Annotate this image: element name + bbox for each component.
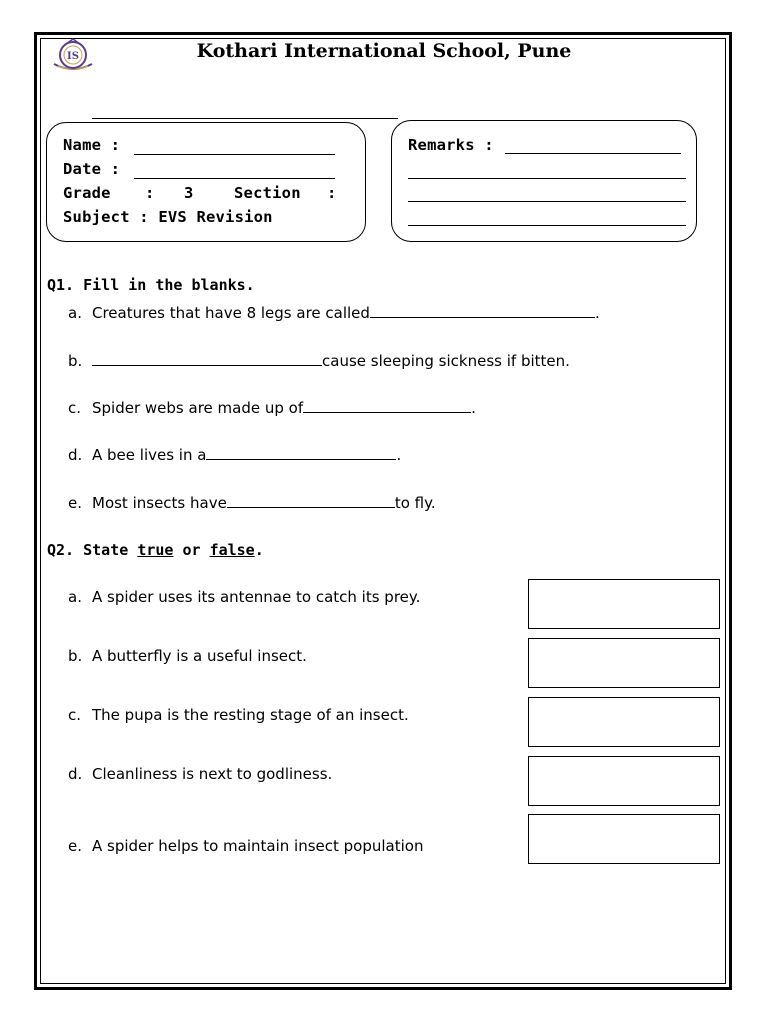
q1-item-text-before: Creatures that have 8 legs are called <box>92 304 370 322</box>
q1-item-label: a. <box>68 304 82 322</box>
q2-answer-box-d[interactable] <box>528 756 720 806</box>
q2-item-label: e. <box>68 837 82 855</box>
q2-item-label: c. <box>68 706 82 724</box>
name-label: Name : <box>63 136 121 154</box>
q1-blank-d[interactable] <box>206 445 396 460</box>
subject-label: Subject : EVS Revision <box>63 208 273 226</box>
q2-item-text: The pupa is the resting stage of an insect. <box>92 706 409 724</box>
grade-value: 3 <box>184 184 194 202</box>
q2-item-a <box>68 588 420 606</box>
q2-answer-box-e[interactable] <box>528 814 720 864</box>
q1-blank-b[interactable] <box>92 351 322 366</box>
date-label: Date : <box>63 160 121 178</box>
q1-item-b <box>68 351 570 370</box>
q1-blank-a[interactable] <box>370 303 595 318</box>
remarks-field-line-4[interactable] <box>408 225 686 226</box>
q1-item-a <box>68 303 600 322</box>
q1-item-label: c. <box>68 399 82 417</box>
q2-item-b <box>68 647 307 665</box>
q2-item-d <box>68 765 332 783</box>
q1-item-label: b. <box>68 352 83 370</box>
q2-heading-true: true <box>137 541 174 559</box>
logo-monogram: IS <box>67 51 79 62</box>
q1-item-text-after: cause sleeping sickness if bitten. <box>322 352 570 370</box>
q2-item-label: b. <box>68 647 83 665</box>
q1-item-c <box>68 398 476 417</box>
q2-answer-box-a[interactable] <box>528 579 720 629</box>
title-underline <box>92 118 398 119</box>
q1-item-e <box>68 493 436 512</box>
remarks-field-line-1[interactable] <box>505 153 681 154</box>
q2-item-c <box>68 706 409 724</box>
q1-item-label: e. <box>68 494 82 512</box>
q2-item-text: A spider helps to maintain insect population <box>92 837 424 855</box>
q1-blank-e[interactable] <box>227 493 395 508</box>
section-colon: : <box>327 184 337 202</box>
q1-item-d <box>68 445 401 464</box>
q1-item-text-after: to fly. <box>394 494 436 512</box>
date-field[interactable] <box>134 178 335 179</box>
q2-item-label: a. <box>68 588 82 606</box>
q1-item-text-after: . <box>594 304 600 322</box>
q2-item-text: A spider uses its antennae to catch its prey. <box>92 588 421 606</box>
q2-heading-or: or <box>173 541 210 559</box>
q2-item-text: A butterfly is a useful insect. <box>92 647 307 665</box>
q1-item-text-before: A bee lives in a <box>92 446 207 464</box>
q1-blank-c[interactable] <box>303 398 471 413</box>
name-field[interactable] <box>134 154 335 155</box>
q1-item-text-before: Spider webs are made up of <box>92 399 304 417</box>
q2-answer-box-b[interactable] <box>528 638 720 688</box>
section-label: Section <box>234 184 301 202</box>
q2-heading <box>47 541 264 559</box>
q2-item-label: d. <box>68 765 83 783</box>
q1-heading: Q1. Fill in the blanks. <box>47 276 255 294</box>
q2-heading-false: false <box>209 541 255 559</box>
q2-item-e <box>68 837 423 855</box>
grade-colon: : <box>145 184 155 202</box>
q2-heading-end: . <box>254 541 264 559</box>
remarks-field-line-2[interactable] <box>408 178 686 179</box>
q1-item-label: d. <box>68 446 83 464</box>
q2-answer-box-c[interactable] <box>528 697 720 747</box>
grade-label: Grade <box>63 184 111 202</box>
school-name: Kothari International School, Pune <box>196 40 572 62</box>
q2-item-text: Cleanliness is next to godliness. <box>92 765 333 783</box>
q2-heading-prefix: Q2. State <box>47 541 138 559</box>
q1-item-text-before: Most insects have <box>92 494 227 512</box>
remarks-label: Remarks : <box>408 136 494 154</box>
q1-item-text-after: . <box>396 446 402 464</box>
remarks-field-line-3[interactable] <box>408 201 686 202</box>
q1-item-text-after: . <box>471 399 476 417</box>
